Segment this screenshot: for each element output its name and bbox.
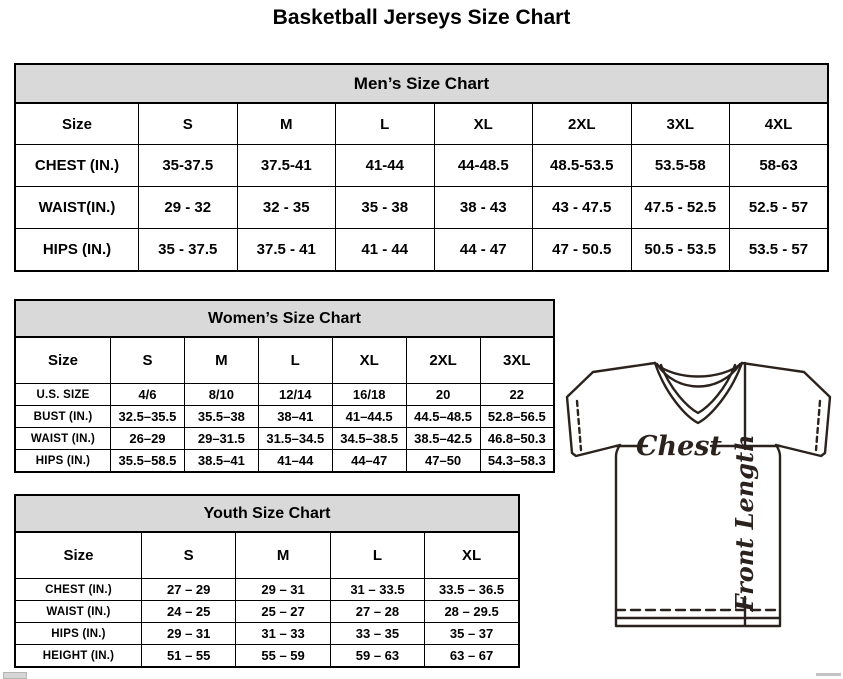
table-row	[15, 645, 519, 668]
size-value: 52.5 - 57	[730, 187, 829, 229]
column-header: 3XL	[631, 103, 730, 145]
column-header: 2XL	[533, 103, 632, 145]
size-value: 47 - 50.5	[533, 229, 632, 272]
row-label: WAIST (IN.)	[15, 601, 142, 623]
left-cuff-dashed-seam	[577, 401, 581, 450]
size-value: 58-63	[730, 145, 829, 187]
cutoff-fragment-right	[816, 673, 841, 676]
header-row	[15, 337, 554, 384]
column-header: M	[236, 532, 330, 579]
size-value: 8/10	[184, 384, 258, 406]
size-value: 29 – 31	[236, 579, 330, 601]
table-row	[15, 623, 519, 645]
row-label: U.S. SIZE	[15, 384, 111, 406]
size-value: 38.5–41	[184, 450, 258, 473]
table-row	[15, 229, 828, 272]
column-header: M	[237, 103, 336, 145]
size-value: 27 – 29	[142, 579, 236, 601]
mens-size-table	[14, 102, 829, 272]
size-value: 47–50	[406, 450, 480, 473]
size-value: 27 – 28	[330, 601, 424, 623]
size-value: 29–31.5	[184, 428, 258, 450]
jersey-measurement-diagram	[563, 359, 835, 643]
size-value: 53.5-58	[631, 145, 730, 187]
size-value: 52.8–56.5	[480, 406, 554, 428]
column-header: M	[184, 337, 258, 384]
size-value: 54.3–58.3	[480, 450, 554, 473]
size-value: 53.5 - 57	[730, 229, 829, 272]
table-row	[15, 145, 828, 187]
size-value: 33.5 – 36.5	[425, 579, 519, 601]
size-value: 32 - 35	[237, 187, 336, 229]
table-row	[15, 384, 554, 406]
row-label: HIPS (IN.)	[15, 623, 142, 645]
table-row	[15, 187, 828, 229]
size-value: 12/14	[258, 384, 332, 406]
table-row	[15, 601, 519, 623]
table-row	[15, 450, 554, 473]
column-header: L	[258, 337, 332, 384]
size-value: 35.5–38	[184, 406, 258, 428]
jersey-diagram-svg	[563, 359, 835, 643]
size-value: 46.8–50.3	[480, 428, 554, 450]
womens-size-chart	[14, 299, 555, 473]
row-label: CHEST (IN.)	[15, 145, 139, 187]
size-value: 43 - 47.5	[533, 187, 632, 229]
column-header: 4XL	[730, 103, 829, 145]
size-value: 35-37.5	[139, 145, 238, 187]
size-value: 41–44	[258, 450, 332, 473]
row-label: BUST (IN.)	[15, 406, 111, 428]
header-row	[15, 103, 828, 145]
size-value: 31 – 33	[236, 623, 330, 645]
size-value: 38–41	[258, 406, 332, 428]
size-value: 35 - 37.5	[139, 229, 238, 272]
size-value: 59 – 63	[330, 645, 424, 668]
size-value: 28 – 29.5	[425, 601, 519, 623]
size-value: 16/18	[332, 384, 406, 406]
size-value: 29 - 32	[139, 187, 238, 229]
size-value: 41-44	[336, 145, 435, 187]
table-row	[15, 406, 554, 428]
size-value: 31 – 33.5	[330, 579, 424, 601]
column-header: XL	[425, 532, 519, 579]
column-header: L	[330, 532, 424, 579]
row-label: WAIST(IN.)	[15, 187, 139, 229]
size-value: 38.5–42.5	[406, 428, 480, 450]
column-header: XL	[332, 337, 406, 384]
size-value: 44–47	[332, 450, 406, 473]
size-value: 22	[480, 384, 554, 406]
size-value: 48.5-53.5	[533, 145, 632, 187]
right-cuff-dashed-seam	[816, 401, 820, 450]
table-row	[15, 428, 554, 450]
womens-chart-title: Women’s Size Chart	[14, 299, 555, 338]
size-value: 25 – 27	[236, 601, 330, 623]
size-value: 29 – 31	[142, 623, 236, 645]
size-value: 47.5 - 52.5	[631, 187, 730, 229]
size-value: 44.5–48.5	[406, 406, 480, 428]
size-value: 41–44.5	[332, 406, 406, 428]
size-value: 44-48.5	[434, 145, 533, 187]
column-header: 3XL	[480, 337, 554, 384]
page-title: Basketball Jerseys Size Chart	[272, 6, 571, 29]
size-value: 26–29	[111, 428, 185, 450]
size-value: 37.5 - 41	[237, 229, 336, 272]
size-value: 51 – 55	[142, 645, 236, 668]
size-value: 32.5–35.5	[111, 406, 185, 428]
table-row	[15, 579, 519, 601]
size-value: 50.5 - 53.5	[631, 229, 730, 272]
size-value: 41 - 44	[336, 229, 435, 272]
size-value: 20	[406, 384, 480, 406]
row-label: HEIGHT (IN.)	[15, 645, 142, 668]
size-value: 55 – 59	[236, 645, 330, 668]
size-value: 35 – 37	[425, 623, 519, 645]
column-header: Size	[15, 337, 111, 384]
size-value: 34.5–38.5	[332, 428, 406, 450]
size-value: 44 - 47	[434, 229, 533, 272]
cutoff-fragment-left	[3, 672, 27, 679]
size-value: 33 – 35	[330, 623, 424, 645]
size-value: 38 - 43	[434, 187, 533, 229]
youth-chart-title: Youth Size Chart	[14, 494, 520, 533]
column-header: 2XL	[406, 337, 480, 384]
column-header: S	[111, 337, 185, 384]
row-label: HIPS (IN.)	[15, 450, 111, 473]
front-length-label: Front Length	[730, 434, 759, 612]
row-label: CHEST (IN.)	[15, 579, 142, 601]
header-row	[15, 532, 519, 579]
size-value: 35.5–58.5	[111, 450, 185, 473]
mens-chart-title: Men’s Size Chart	[14, 63, 829, 104]
column-header: L	[336, 103, 435, 145]
size-value: 63 – 67	[425, 645, 519, 668]
column-header: S	[142, 532, 236, 579]
mens-size-chart	[14, 63, 829, 272]
size-value: 31.5–34.5	[258, 428, 332, 450]
column-header: XL	[434, 103, 533, 145]
youth-size-chart	[14, 494, 520, 668]
youth-size-table	[14, 531, 520, 668]
size-value: 35 - 38	[336, 187, 435, 229]
column-header: S	[139, 103, 238, 145]
womens-size-table	[14, 336, 555, 473]
size-value: 37.5-41	[237, 145, 336, 187]
row-label: HIPS (IN.)	[15, 229, 139, 272]
chest-label: Chest	[636, 431, 722, 462]
column-header: Size	[15, 103, 139, 145]
row-label: WAIST (IN.)	[15, 428, 111, 450]
size-value: 4/6	[111, 384, 185, 406]
size-value: 24 – 25	[142, 601, 236, 623]
column-header: Size	[15, 532, 142, 579]
